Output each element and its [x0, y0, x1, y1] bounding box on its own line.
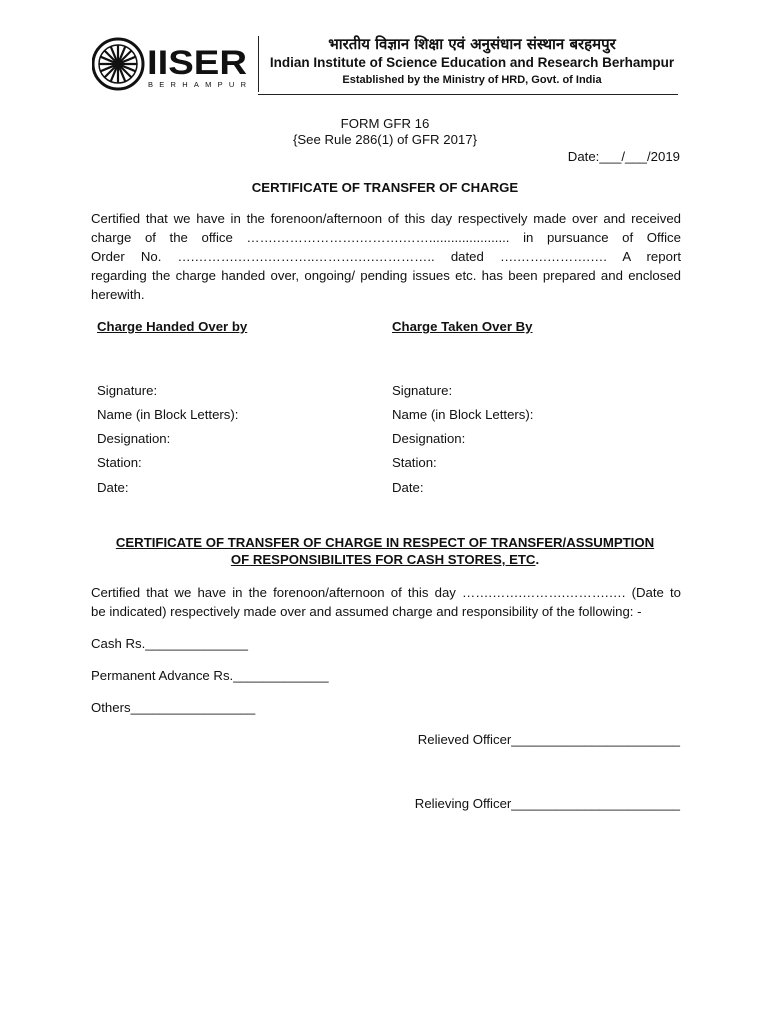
taken-name-label: Name (in Block Letters): [392, 407, 534, 422]
cash-field: Cash Rs.______________ [91, 636, 248, 651]
certificate2-paragraph [91, 583, 681, 621]
taken-designation-label: Designation: [392, 431, 466, 446]
certificate2-title-period: . [535, 552, 540, 567]
paragraph-line: regarding the charge handed over, ongoing/ pending issues etc. has been prepared and enclosed [91, 268, 681, 283]
emblem-wheel-icon [93, 39, 143, 89]
handed-designation-label: Designation: [97, 431, 171, 446]
rule-reference: {See Rule 286(1) of GFR 2017} [292, 132, 477, 147]
date-line: Date:___/___/2019 [567, 149, 680, 164]
institute-name-block [262, 34, 682, 88]
paragraph-line: herewith. [91, 287, 145, 302]
permanent-advance-field: Permanent Advance Rs._____________ [91, 668, 329, 683]
relieved-officer-field: Relieved Officer_______________________ [417, 732, 680, 747]
charge-taken-over-heading: Charge Taken Over By [392, 319, 533, 334]
hindi-name: भारतीय विज्ञान शिक्षा एवं अनुसंधान संस्थान बरहमपुर [328, 35, 616, 53]
established-line: Established by the Ministry of HRD, Govt. of India [342, 74, 602, 86]
handed-signature-label: Signature: [97, 383, 158, 398]
certificate2-title-line1: CERTIFICATE OF TRANSFER OF CHARGE IN RESPECT OF TRANSFER/ASSUMPTION [115, 535, 655, 550]
handed-name-label: Name (in Block Letters): [97, 407, 239, 422]
english-name: Indian Institute of Science Education and Research Berhampur [269, 55, 675, 70]
certificate2-title-text: OF RESPONSIBILITES FOR CASH STORES, ETC [230, 552, 536, 567]
handed-station-label: Station: [97, 455, 142, 470]
taken-date-label: Date: [392, 480, 424, 495]
form-number: FORM GFR 16 [340, 116, 430, 131]
paragraph-line: charge of the office …….……………….……….……...................... in pursuance of Office [91, 230, 681, 245]
paragraph-line: be indicated) respectively made over and assumed charge and responsibility of the following: - [91, 604, 642, 619]
handed-date-label: Date: [97, 480, 129, 495]
relieving-officer-field: Relieving Officer_______________________ [414, 796, 680, 811]
header-divider [258, 36, 259, 92]
certificate-title: CERTIFICATE OF TRANSFER OF CHARGE [251, 180, 519, 195]
paragraph-line: Order No. ….……….…….………..……….….………….. dated ….…….……….…. A report [91, 249, 681, 264]
paragraph-line: Certified that we have in the forenoon/afternoon of this day respectively made over and received [91, 211, 681, 226]
logo-subtext: BERHAMPUR [148, 80, 246, 89]
taken-station-label: Station: [392, 455, 437, 470]
letterhead [92, 34, 682, 94]
certificate-paragraph [91, 209, 681, 304]
certificate2-title-line2 [0, 550, 770, 569]
iiser-logo [92, 36, 252, 92]
taken-signature-label: Signature: [392, 383, 453, 398]
charge-handed-over-heading: Charge Handed Over by [97, 319, 248, 334]
others-field: Others_________________ [91, 700, 256, 715]
logo-wordmark: IISER [147, 44, 247, 82]
header-rule [258, 94, 678, 95]
paragraph-line: Certified that we have in the forenoon/afternoon of this day …….…….……….……….…. (Date to [91, 585, 681, 600]
